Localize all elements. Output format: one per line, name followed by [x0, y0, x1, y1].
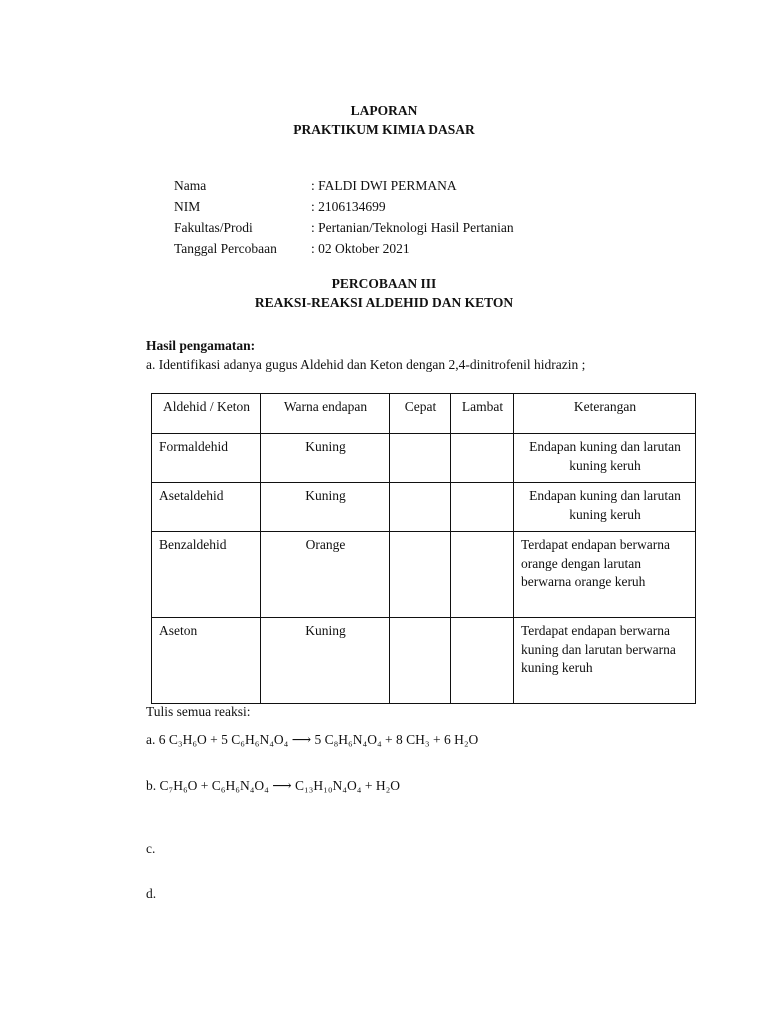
- column-header: Keterangan: [514, 394, 696, 434]
- fast-cell: [390, 532, 451, 618]
- slow-cell: [451, 483, 514, 532]
- column-header: Warna endapan: [261, 394, 390, 434]
- color-cell: Kuning: [261, 434, 390, 483]
- column-header: Aldehid / Keton: [152, 394, 261, 434]
- experiment-number: PERCOBAAN III: [331, 276, 437, 291]
- identity-label-name: Nama: [174, 178, 207, 193]
- reaction-b: b. C₇H₆O + C₆H₆N₄O₄ ⟶ C₁₃H₁₀N₄O₄ + H₂O: [146, 778, 401, 793]
- observations-item-a: a. Identifikasi adanya gugus Aldehid dan Keton dengan 2,4-dinitrofenil hidrazin ;: [146, 357, 586, 372]
- color-cell: Orange: [261, 532, 390, 618]
- reaction-c: c.: [146, 841, 156, 856]
- column-header: Lambat: [451, 394, 514, 434]
- experiment-title: REAKSI-REAKSI ALDEHID DAN KETON: [254, 295, 514, 310]
- identity-value-nim: : 2106134699: [311, 199, 386, 214]
- identity-value-name: : FALDI DWI PERMANA: [311, 178, 457, 193]
- fast-cell: [390, 483, 451, 532]
- observations-heading: Hasil pengamatan:: [146, 338, 256, 353]
- compound-cell: Aseton: [152, 618, 261, 704]
- note-cell: Endapan kuning dan larutan kuning keruh: [514, 483, 696, 532]
- identity-label-nim: NIM: [174, 199, 201, 214]
- reactions-heading: Tulis semua reaksi:: [146, 704, 251, 719]
- report-subtitle: PRAKTIKUM KIMIA DASAR: [293, 122, 475, 137]
- slow-cell: [451, 434, 514, 483]
- report-title: LAPORAN: [350, 103, 418, 118]
- note-cell: Terdapat endapan berwarna orange dengan larutan berwarna orange keruh: [514, 532, 696, 618]
- reaction-d: d.: [146, 886, 157, 901]
- identity-label-date: Tanggal Percobaan: [174, 241, 277, 256]
- slow-cell: [451, 532, 514, 618]
- slow-cell: [451, 618, 514, 704]
- compound-cell: Formaldehid: [152, 434, 261, 483]
- note-cell: Endapan kuning dan larutan kuning keruh: [514, 434, 696, 483]
- column-header: Cepat: [390, 394, 451, 434]
- table-row: [152, 532, 696, 618]
- observation-table: [151, 393, 696, 704]
- color-cell: Kuning: [261, 618, 390, 704]
- table-row: [152, 618, 696, 704]
- note-cell: Terdapat endapan berwarna kuning dan larutan berwarna kuning keruh: [514, 618, 696, 704]
- fast-cell: [390, 618, 451, 704]
- color-cell: Kuning: [261, 483, 390, 532]
- identity-label-faculty: Fakultas/Prodi: [174, 220, 253, 235]
- compound-cell: Asetaldehid: [152, 483, 261, 532]
- fast-cell: [390, 434, 451, 483]
- identity-value-faculty: : Pertanian/Teknologi Hasil Pertanian: [311, 220, 514, 235]
- table-row: [152, 483, 696, 532]
- identity-value-date: : 02 Oktober 2021: [311, 241, 410, 256]
- table-header-row: [152, 394, 696, 434]
- table-row: [152, 434, 696, 483]
- compound-cell: Benzaldehid: [152, 532, 261, 618]
- reaction-a: a. 6 C₃H₆O + 5 C₆H₆N₄O₄ ⟶ 5 C₈H₆N₄O₄ + 8 CH₃ + 6 H₂O: [146, 732, 479, 747]
